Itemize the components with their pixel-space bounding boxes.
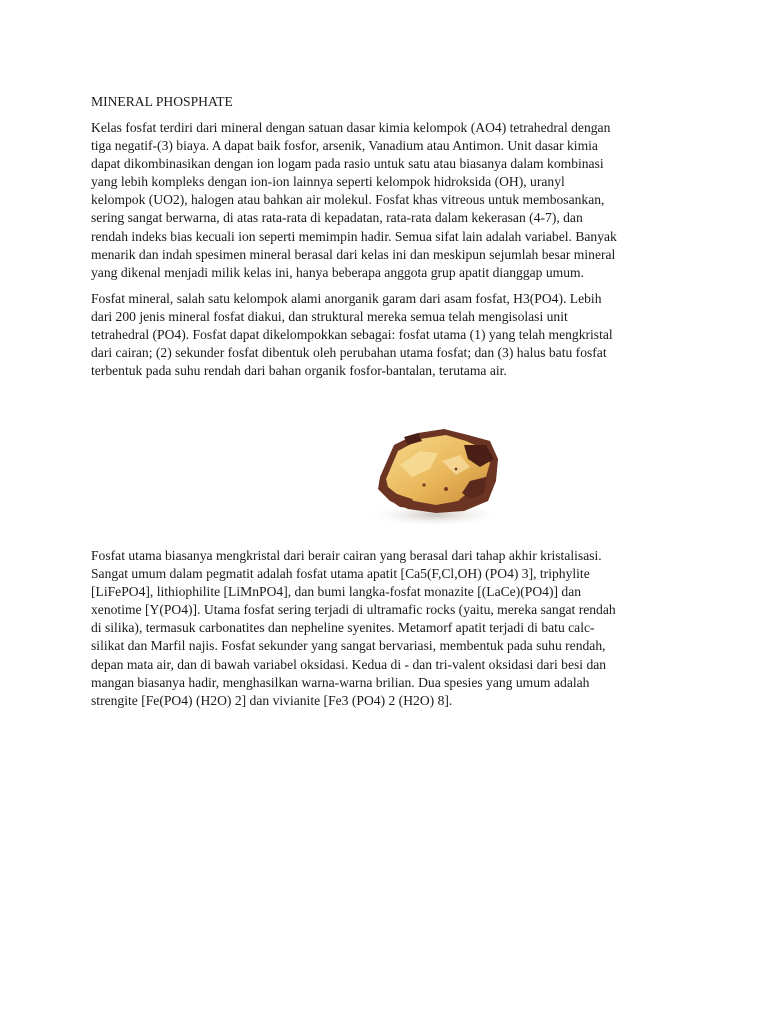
mineral-specimen-illustration [360,415,510,530]
document-body [91,93,671,388]
paragraph-line: strengite [Fe(PO4) (H2O) 2] dan vivianite [Fe3 (PO4) 2 (H2O) 8]. [91,692,453,708]
paragraph-line: dapat dikombinasikan dengan ion logam pada rasio untuk satu atau biasanya dalam kombinasi [91,156,604,172]
matrix-speck [444,487,448,491]
paragraph-line: depan mata air, dan di bawah variabel oksidasi. Kedua di - dan tri-valent oksidasi dari besi dan [91,656,607,672]
matrix-speck [455,468,458,471]
paragraph-line: Sangat umum dalam pegmatit adalah fosfat utama apatit [Ca5(F,Cl,OH) (PO4) 3], triphylite [91,566,590,582]
matrix-speck [422,483,425,486]
paragraph-line: yang lebih kompleks dengan ion-ion lainnya seperti kelompok hidroksida (OH), uranyl [91,174,565,190]
paragraph-line: silikat dan Marfil najis. Fosfat sekunder yang sangat bervariasi, membentuk pada suhu rendah, [91,638,606,654]
paragraph-line: rendah indeks bias kecuali ion seperti memimpin hadir. Semua sifat lain adalah variabel. Banyak [91,228,617,244]
paragraph-line: yang dikenal menjadi milik kelas ini, hanya beberapa anggota grup apatit dianggap umum. [91,264,585,280]
paragraph-line: kelompok (UO2), halogen atau bahkan air molekul. Fosfat khas vitreous untuk membosankan, [91,192,605,208]
paragraph-line: [LiFePO4], lithiophilite [LiMnPO4], dan bumi langka-fosfat monazite [(LaCe)(PO4)] dan [91,584,582,600]
paragraph-line: dari cairan; (2) sekunder fosfat dibentuk oleh perubahan utama fosfat; dan (3) halus batu fosfat [91,345,607,361]
paragraph-line: Kelas fosfat terdiri dari mineral dengan satuan dasar kimia kelompok (AO4) tetrahedral dengan [91,120,611,135]
paragraph-line: xenotime [Y(PO4)]. Utama fosfat sering terjadi di ultramafic rocks (yaitu, mereka sangat rendah [91,602,616,618]
paragraph-line: menarik dan indah spesimen mineral berasal dari kelas ini dan meskipun sejumlah besar mineral [91,246,616,262]
page-title: MINERAL PHOSPHATE [91,94,233,109]
paragraph-line: tetrahedral (PO4). Fosfat dapat dikelompokkan sebagai: fosfat utama (1) yang telah mengkristal [91,327,613,343]
mineral-specimen-image [360,415,510,530]
paragraph-line: mangan biasanya hadir, menghasilkan warna-warna brilian. Dua spesies yang umum adalah [91,674,590,690]
paragraph-1 [91,119,671,282]
paragraph-line: Fosfat utama biasanya mengkristal dari berair cairan yang berasal dari tahap akhir kristalisasi. [91,548,602,563]
paragraph-line: terbentuk pada suhu rendah dari bahan organik fosfor-bantalan, terutama air. [91,363,507,379]
paragraph-line: dari 200 jenis mineral fosfat diakui, dan struktural mereka semua telah mengisolasi unit [91,308,568,324]
paragraph-line: Fosfat mineral, salah satu kelompok alami anorganik garam dari asam fosfat, H3(PO4). Lebih [91,290,602,306]
paragraph-line: sering sangat berwarna, di atas rata-rata di kepadatan, rata-rata dalam kekerasan (4-7), dan [91,210,583,226]
paragraph-line: di silika), termasuk carbonatites dan nepheline syenites. Metamorf apatit terjadi di batu calc- [91,620,595,636]
paragraph-3 [91,547,671,710]
paragraph-2 [91,290,671,380]
paragraph-line: tiga negatif-(3) biaya. A dapat baik fosfor, arsenik, Vanadium atau Antimon. Unit dasar kimia [91,138,598,154]
